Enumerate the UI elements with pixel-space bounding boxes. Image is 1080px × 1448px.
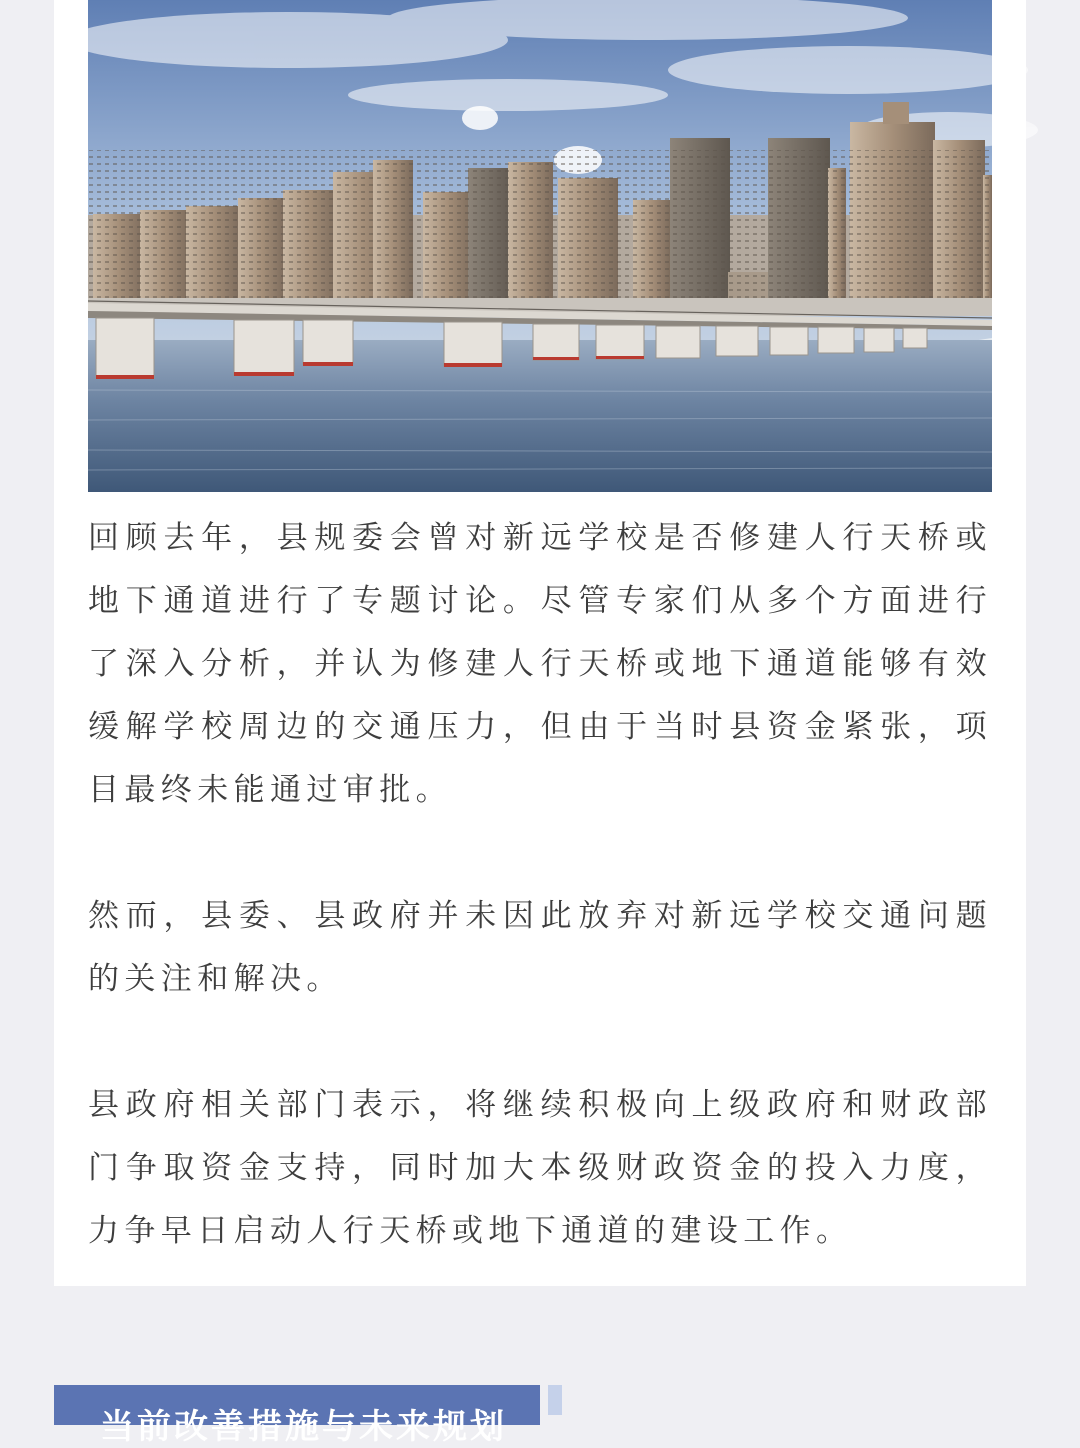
article-body — [88, 507, 992, 1263]
article-card — [54, 0, 1026, 1286]
paragraph-2: 然而，县委、县政府并未因此放弃对新远学校交通问题的关注和解决。 — [88, 898, 992, 997]
paragraph-1: 回顾去年，县规委会曾对新远学校是否修建人行天桥或地下通道进行了专题讨论。尽管专家们从多个方面进行了深入分析，并认为修建人行天桥或地下通道能够有效缓解学校周边的交通压力，但由于当时县资金紧张，项目最终未能通过审批。 — [88, 520, 992, 808]
section-heading-text: 当前改善措施与未来规划 — [100, 1407, 507, 1447]
section-heading — [54, 1385, 540, 1447]
section-heading-accent — [548, 1385, 562, 1415]
city-bridge-photo[interactable] — [88, 0, 992, 492]
paragraph-3: 县政府相关部门表示，将继续积极向上级政府和财政部门争取资金支持，同时加大本级财政资金的投入力度，力争早日启动人行天桥或地下通道的建设工作。 — [88, 1087, 992, 1249]
photo-illustration — [88, 0, 992, 492]
